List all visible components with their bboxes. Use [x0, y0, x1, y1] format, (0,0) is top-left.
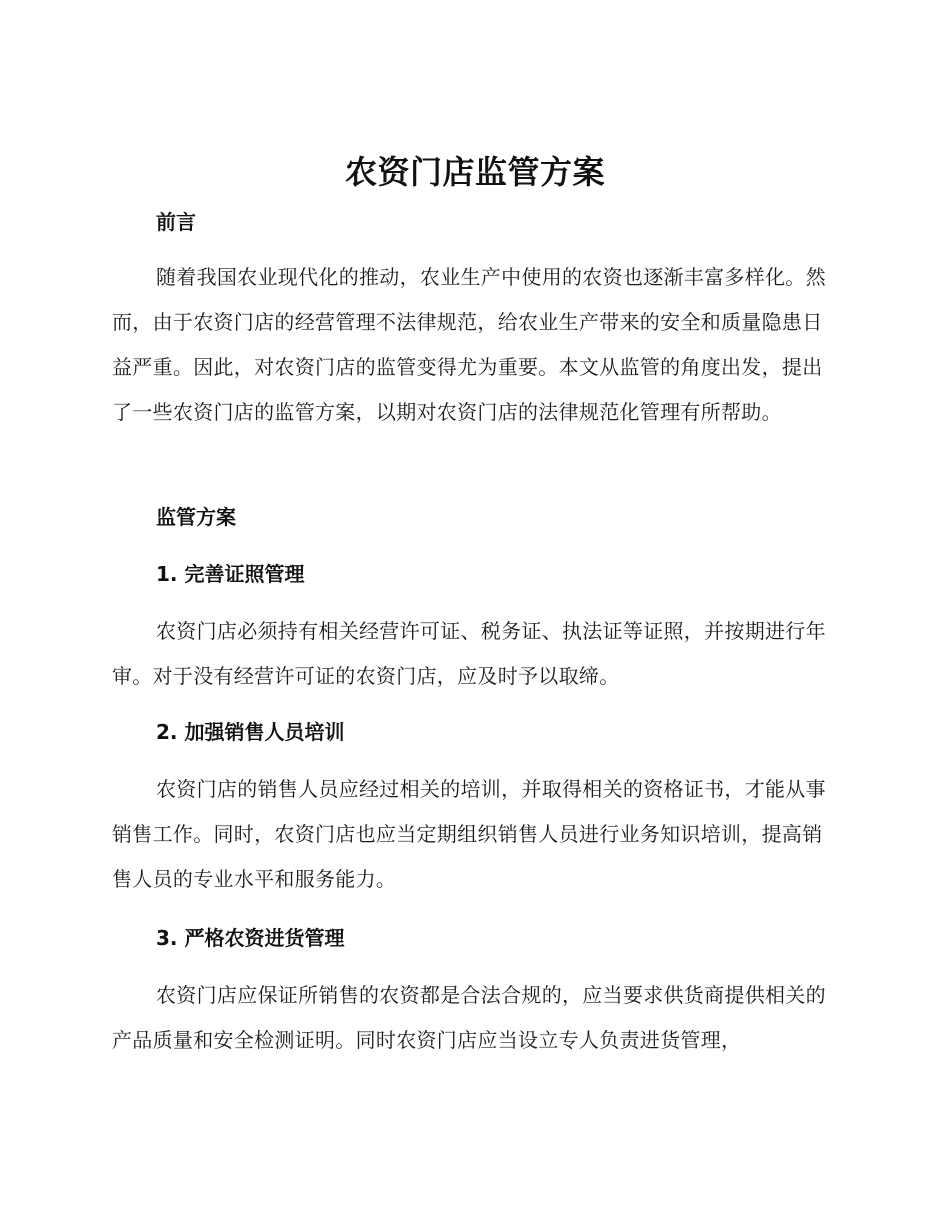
license-paragraph: 农资门店必须持有相关经营许可证、税务证、执法证等证照，并按期进行年审。对于没有经营许可证的农资门店，应及时予以取缔。: [112, 619, 826, 688]
section-heading-purchasing: 3. 严格农资进货管理: [156, 926, 345, 950]
document-title: 农资门店监管方案: [344, 153, 605, 191]
section-heading-plan: 监管方案: [156, 505, 236, 529]
section-heading-preface: 前言: [156, 210, 196, 234]
section-heading-license: 1. 完善证照管理: [156, 562, 305, 586]
purchasing-paragraph: 农资门店应保证所销售的农资都是合法合规的，应当要求供货商提供相关的产品质量和安全检测证明。同时农资门店应当设立专人负责进货管理，: [112, 983, 826, 1052]
training-paragraph: 农资门店的销售人员应经过相关的培训，并取得相关的资格证书，才能从事销售工作。同时，农资门店也应当定期组织销售人员进行业务知识培训，提高销售人员的专业水平和服务能力。: [112, 777, 826, 891]
section-heading-training: 2. 加强销售人员培训: [156, 720, 345, 744]
preface-paragraph: 随着我国农业现代化的推动，农业生产中使用的农资也逐渐丰富多样化。然而，由于农资门店的经营管理不法律规范，给农业生产带来的安全和质量隐患日益严重。因此，对农资门店的监管变得尤为重要。本文从监管的角度出发，提出了一些农资门店的监管方案，以期对农资门店的法律规范化管理有所帮助。: [112, 265, 826, 424]
